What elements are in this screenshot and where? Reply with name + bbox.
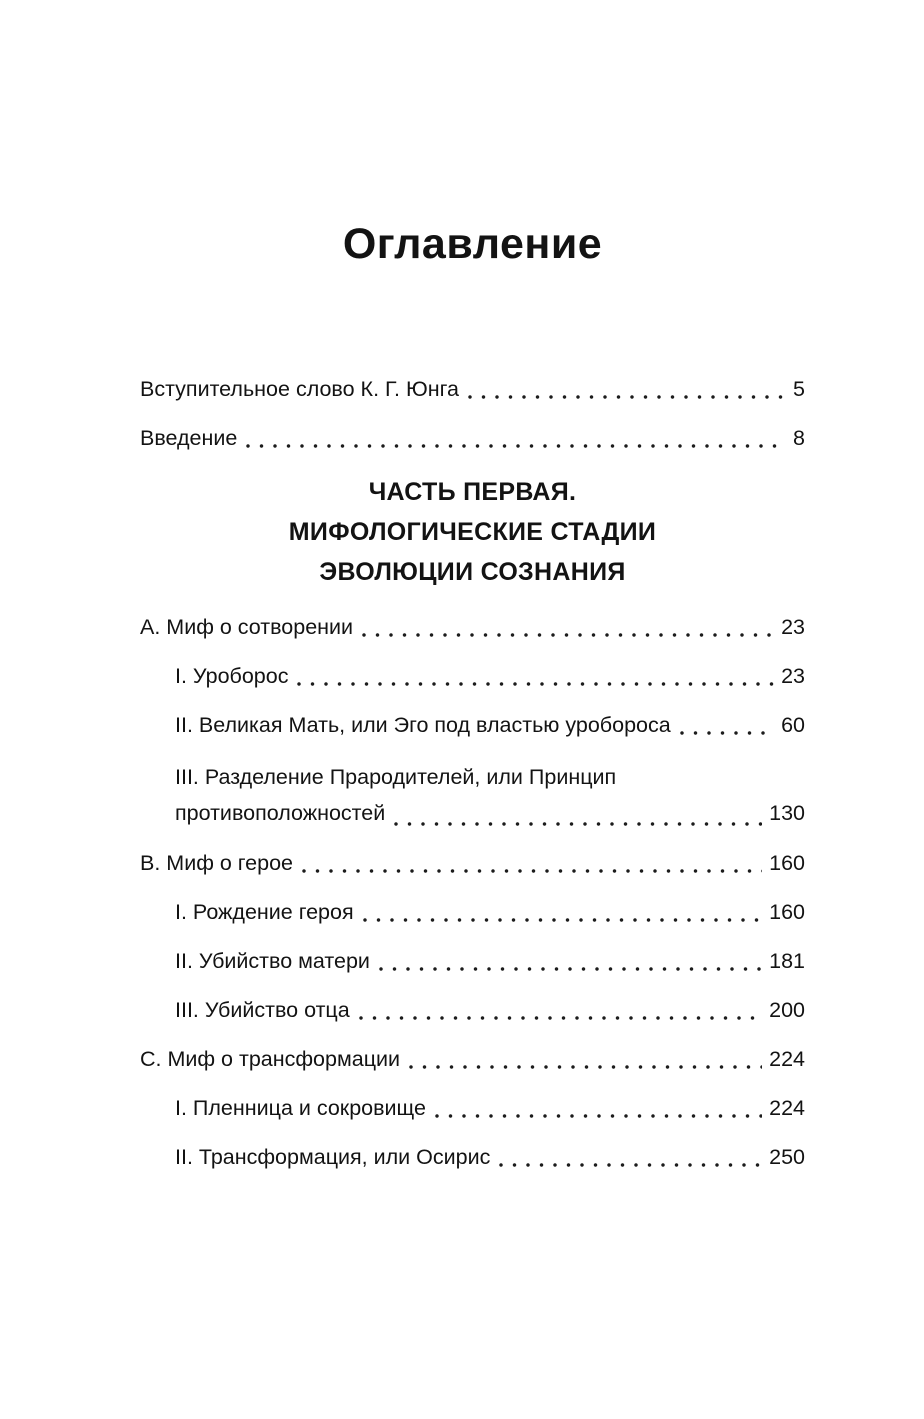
toc-entry: [140, 423, 805, 453]
toc-list: [140, 374, 805, 1172]
dot-leader: [435, 1093, 766, 1123]
dot-leader: [302, 848, 766, 878]
toc-entry: [140, 848, 805, 878]
dot-leader: [680, 710, 778, 740]
toc-entry-label-continued: противоположностей: [175, 801, 386, 825]
dot-leader: [246, 423, 790, 453]
toc-entry-label: I. Уроборос: [175, 664, 289, 688]
toc-entry: [140, 1093, 805, 1123]
toc-page-number: 160: [769, 900, 805, 924]
toc-page-number: 23: [781, 615, 805, 639]
toc-entry-label: II. Убийство матери: [175, 949, 370, 973]
dot-leader: [297, 661, 778, 691]
toc-entry: [140, 612, 805, 642]
toc-entry: [140, 897, 805, 927]
toc-entry: [140, 759, 805, 831]
toc-entry-label: С. Миф о трансформации: [140, 1047, 401, 1071]
toc-entry-label: III. Разделение Прародителей, или Принцип: [175, 765, 617, 789]
toc-entry: [140, 710, 805, 740]
toc-page-number: 224: [769, 1047, 805, 1071]
toc-entry-label: В. Миф о герое: [140, 851, 293, 875]
toc-entry-label: Введение: [140, 426, 238, 450]
dot-leader: [409, 1044, 766, 1074]
dot-leader: [362, 612, 778, 642]
toc-entry: [140, 374, 805, 404]
toc-page-number: 250: [769, 1145, 805, 1169]
dot-leader: [499, 1142, 766, 1172]
toc-page-number: 160: [769, 851, 805, 875]
toc-page-number: 5: [793, 377, 805, 401]
toc-page-number: 23: [781, 664, 805, 688]
dot-leader: [379, 946, 766, 976]
toc-entry-label: А. Миф о сотворении: [140, 615, 354, 639]
dot-leader: [359, 995, 766, 1025]
toc-page-number: 60: [781, 713, 805, 737]
toc-entry-label: I. Пленница и сокровище: [175, 1096, 426, 1120]
toc-entry-label: Вступительное слово К. Г. Юнга: [140, 377, 459, 401]
part-heading-line: ЧАСТЬ ПЕРВАЯ.: [368, 478, 577, 506]
toc-entry-label: I. Рождение героя: [175, 900, 354, 924]
toc-entry: [140, 1142, 805, 1172]
toc-page-number: 8: [793, 426, 805, 450]
toc-page-number: 200: [769, 998, 805, 1022]
page-title: Оглавление: [342, 220, 603, 268]
toc-entry-label: II. Великая Мать, или Эго под властью уробороса: [175, 713, 671, 737]
toc-entry: [140, 1044, 805, 1074]
toc-entry: [140, 661, 805, 691]
part-heading: [140, 472, 805, 592]
part-heading-line: МИФОЛОГИЧЕСКИЕ СТАДИИ: [288, 518, 657, 546]
dot-leader: [394, 795, 766, 831]
toc-page-number: 224: [769, 1096, 805, 1120]
toc-page-number: 181: [769, 949, 805, 973]
part-heading-line: ЭВОЛЮЦИИ СОЗНАНИЯ: [319, 558, 626, 586]
toc-entry-label: III. Убийство отца: [175, 998, 350, 1022]
toc-entry: [140, 995, 805, 1025]
toc-entry: [140, 946, 805, 976]
toc-entry-label: II. Трансформация, или Осирис: [175, 1145, 491, 1169]
dot-leader: [468, 374, 790, 404]
toc-page-number: 130: [769, 801, 805, 825]
dot-leader: [363, 897, 767, 927]
